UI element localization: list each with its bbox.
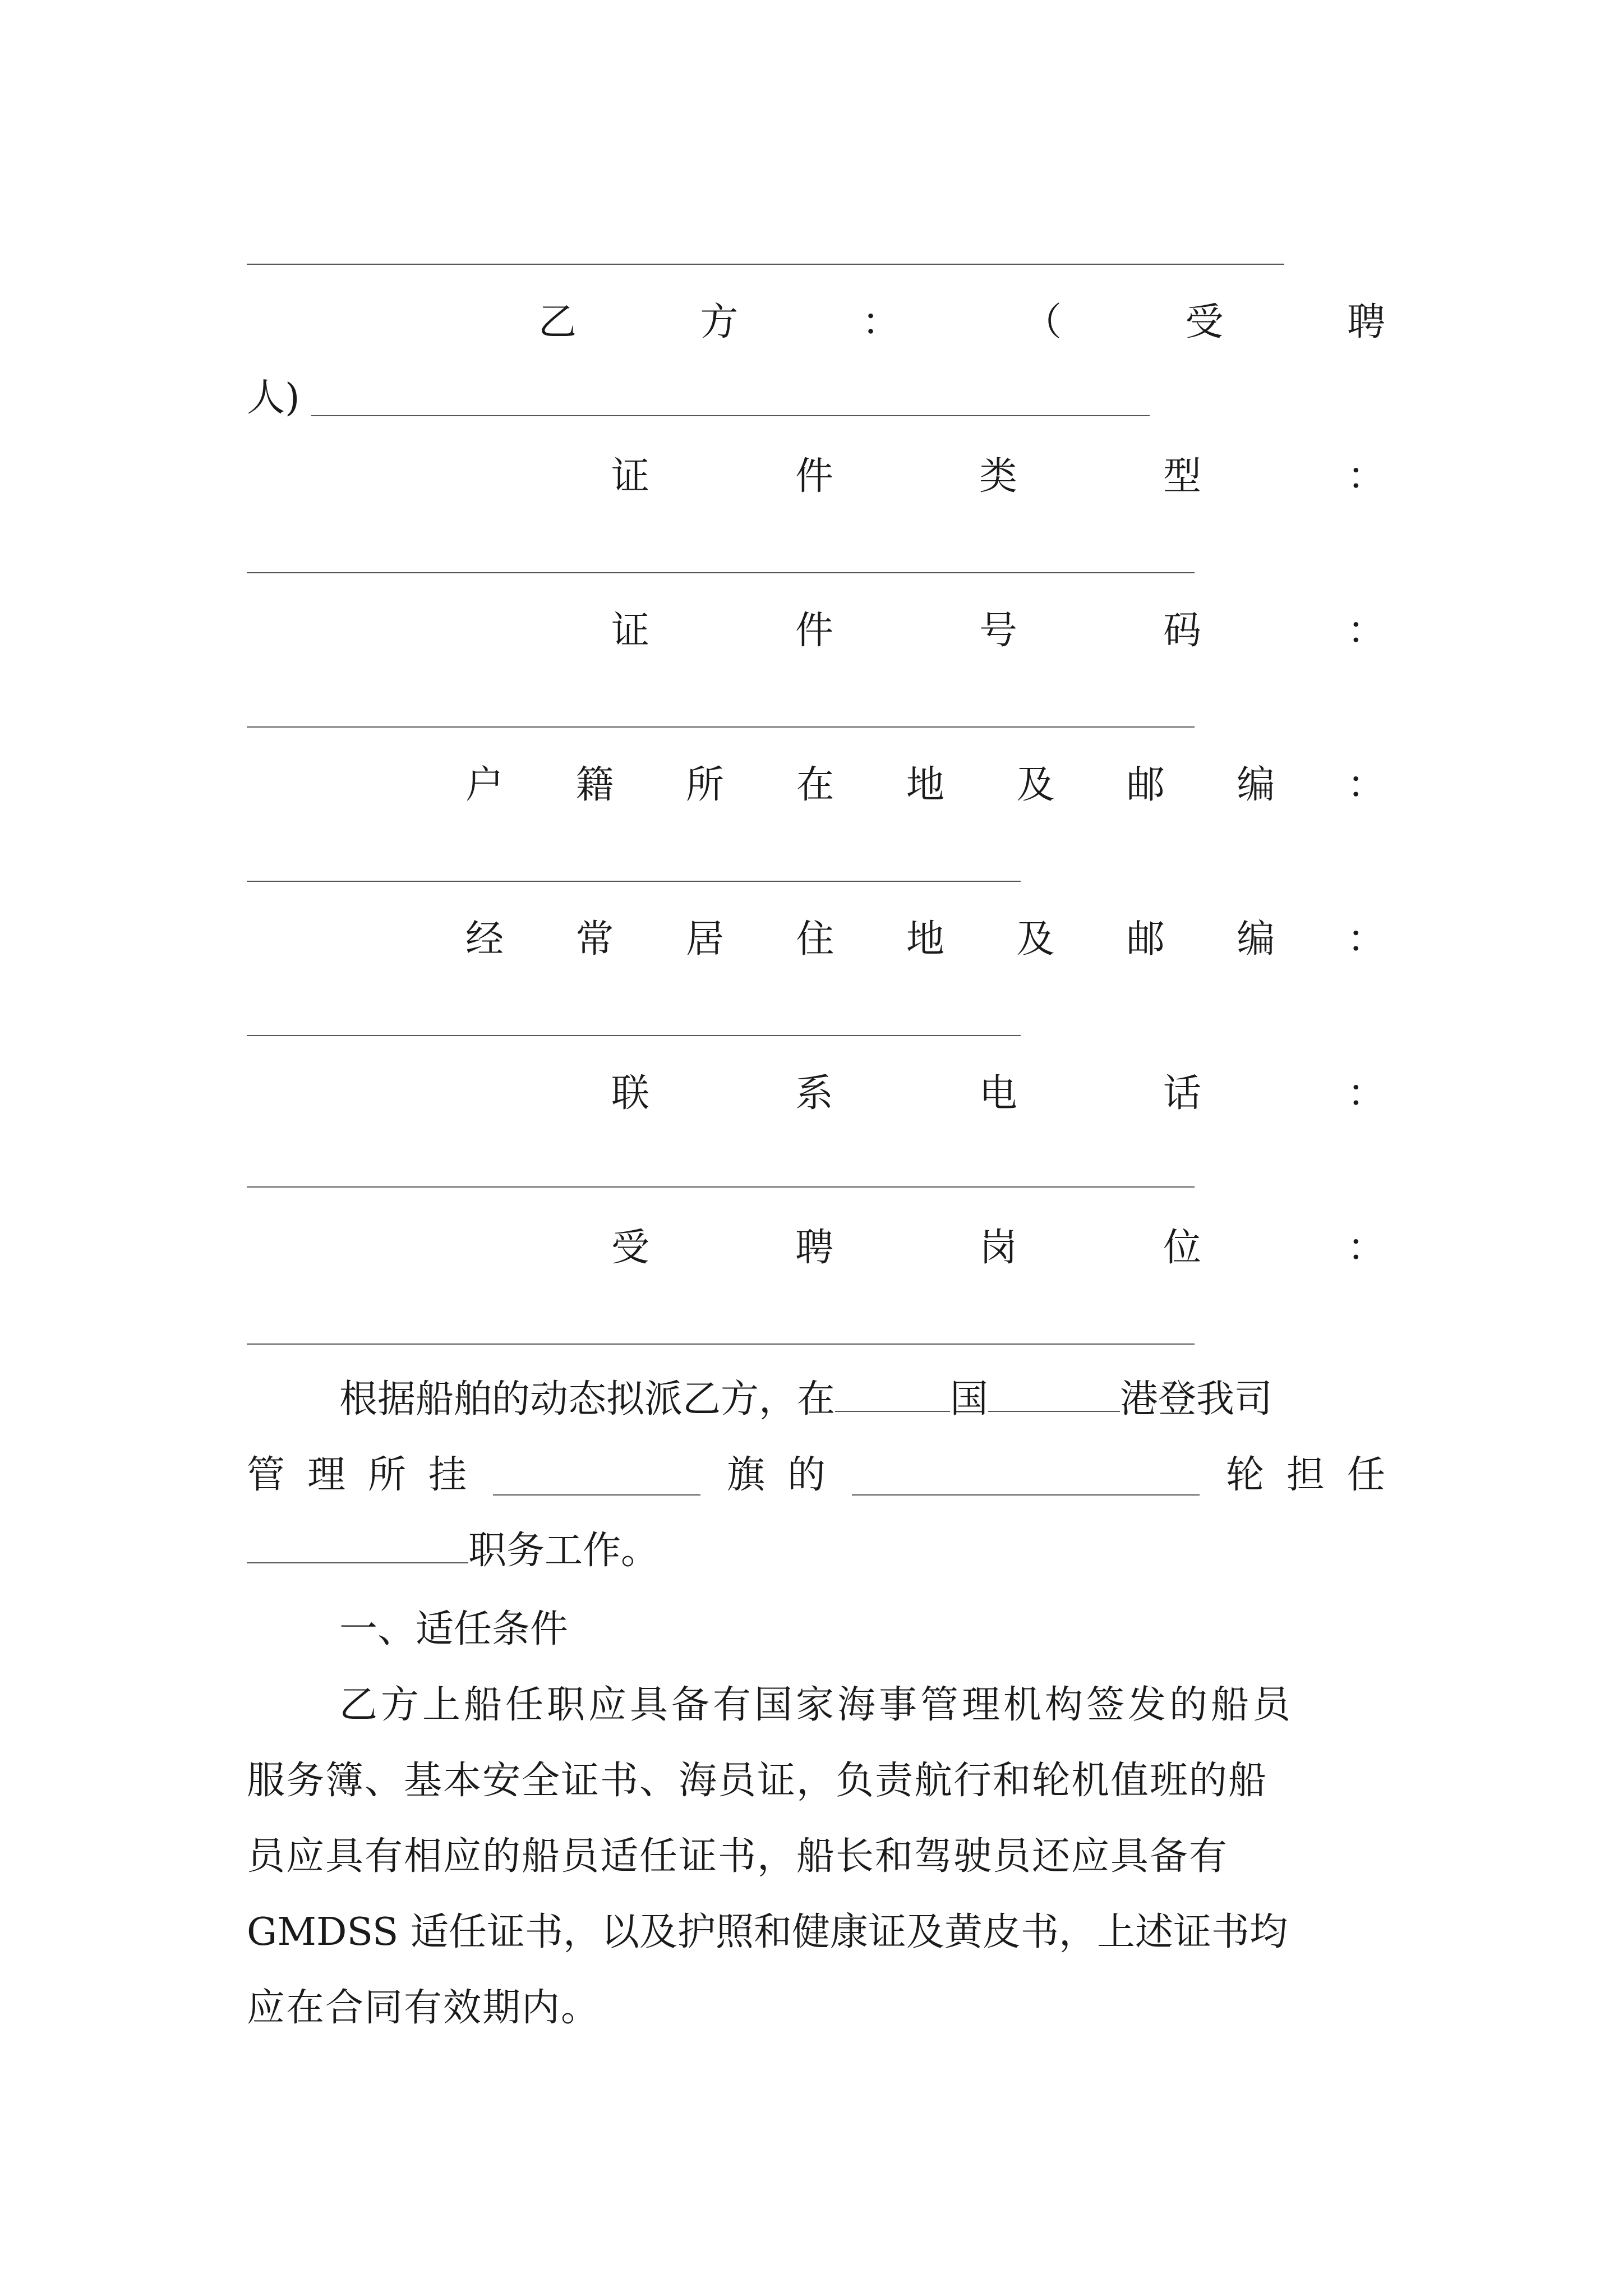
field-phone-label: 联 系 电 话 ： (611, 1071, 1385, 1116)
field-residence-label: 经 常 居 住 地 及 邮 编 ： (465, 917, 1385, 961)
party-b-blank[interactable] (311, 415, 1150, 416)
assignment-line-1: 根据船舶的动态拟派乙方，在 国 港登我司 (339, 1372, 1272, 1428)
field-phone-blank[interactable] (247, 1186, 1195, 1188)
flag-blank[interactable] (493, 1455, 700, 1496)
section-body-line: GMDSS 适任证书，以及护照和健康证及黄皮书，上述证书均 (247, 1910, 1288, 1954)
country-blank[interactable] (835, 1372, 950, 1412)
field-position-blank[interactable] (247, 1343, 1195, 1345)
section-body-line: 乙方上船任职应具备有国家海事管理机构签发的船员 (339, 1683, 1294, 1727)
section-body-line: 应在合同有效期内。 (247, 1986, 601, 2030)
field-id-type-blank[interactable] (247, 572, 1195, 573)
field-id-type-label: 证 件 类 型 ： (611, 454, 1385, 499)
field-residence-blank[interactable] (247, 1035, 1021, 1036)
section-body-line: 服务簿、基本安全证书、海员证，负责航行和轮机值班的船 (247, 1759, 1268, 1803)
field-id-number-label: 证 件 号 码 ： (611, 609, 1385, 653)
field-household-blank[interactable] (247, 881, 1021, 882)
duty-blank[interactable] (247, 1523, 468, 1563)
port-blank[interactable] (988, 1372, 1120, 1412)
field-position-label: 受 聘 岗 位 ： (611, 1226, 1385, 1270)
assignment-line-3: 职务工作。 (247, 1523, 659, 1579)
field-household-label: 户 籍 所 在 地 及 邮 编 ： (465, 763, 1385, 807)
party-b-label-tail: 人) (247, 376, 300, 420)
top-blank-line[interactable] (247, 264, 1284, 265)
assignment-line-2: 管 理 所 挂 旗 的 轮 担 任 (247, 1453, 1385, 1497)
vessel-name-blank[interactable] (852, 1455, 1200, 1496)
section-body-line: 员应具有相应的船员适任证书，船长和驾驶员还应具备有 (247, 1834, 1229, 1879)
section-heading: 一、适任条件 (339, 1607, 569, 1651)
field-id-number-blank[interactable] (247, 726, 1195, 728)
party-b-label: 乙 方 ： （ 受 聘 (538, 300, 1385, 344)
